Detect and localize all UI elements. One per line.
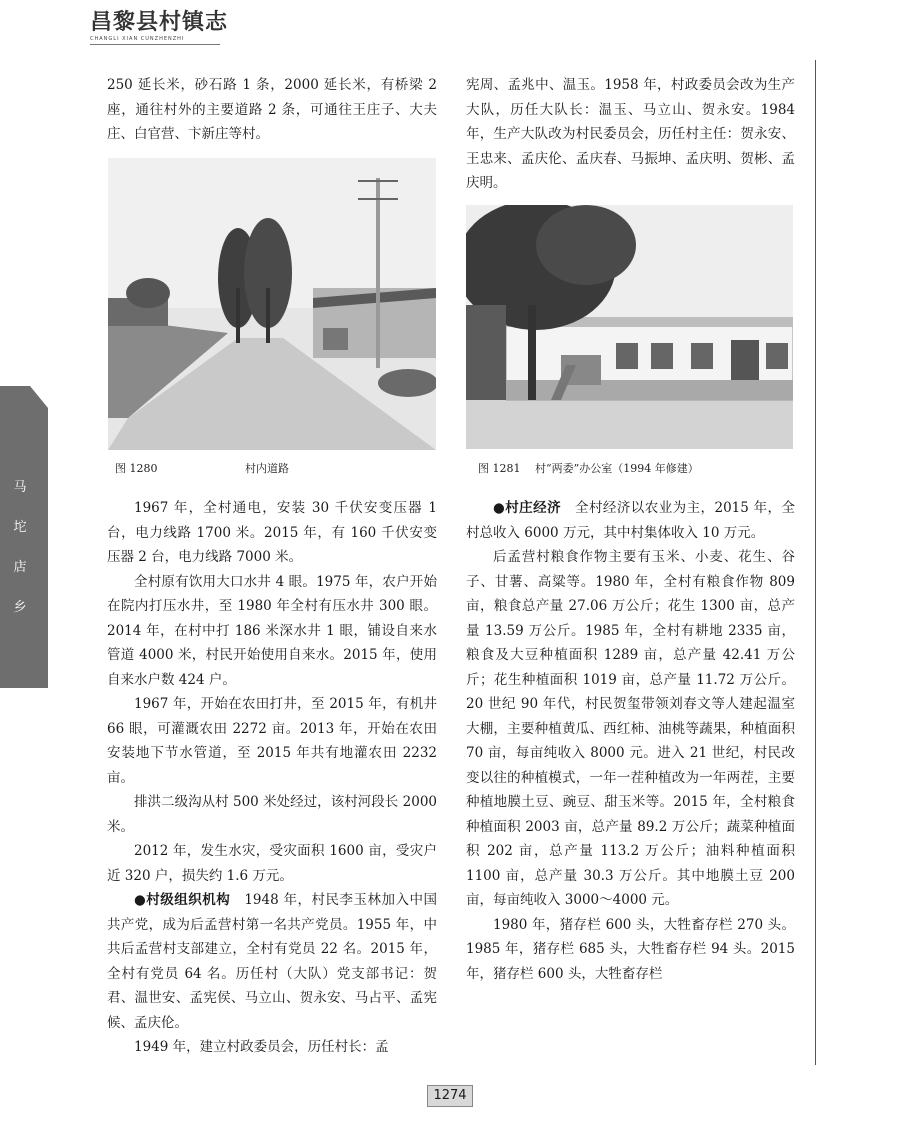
photo-caption-text: 村内道路 bbox=[245, 462, 289, 475]
paragraph: 1967 年，全村通电，安装 30 千伏安变压器 1 台，电力线路 1700 米。2015 年，有 160 千伏安变压器 2 台，电力线路 7000 米。 bbox=[107, 500, 437, 565]
book-title: 昌黎县村镇志 bbox=[90, 10, 229, 35]
side-tab-char: 店 bbox=[13, 560, 27, 575]
side-tab-char: 马 bbox=[13, 480, 27, 495]
org-text: 1948 年，村民李玉林加入中国共产党，成为后孟营村第一名共产党员。1955 年，中共后孟营村支部建立，全村有党员 22 名。2015 年，全村有党员 64 名。历任村（大队）党支部书记：贺君、温世安、孟宪侯、马立山、贺永安、马占平、孟宪候、孟庆伦。 bbox=[107, 892, 438, 1031]
econ-text: 全村经济以农业为主，2015 年，全村总收入 6000 万元，其中村集体收入 10 万元。 bbox=[466, 500, 796, 541]
left-column-body bbox=[107, 496, 437, 1060]
paragraph-econ bbox=[466, 496, 795, 545]
paragraph: 排洪二级沟从村 500 米处经过，该村河段长 2000 米。 bbox=[107, 794, 437, 835]
right-column-body bbox=[466, 496, 795, 986]
paragraph: 宪周、孟兆中、温玉。1958 年，村政委员会改为生产大队，历任大队长：温玉、马立山、贺永安。1984 年，生产大队改为村民委员会，历任村主任：贺永安、王忠来、孟庆伦、孟庆春、马振坤、孟庆明、贺彬、孟庆明。 bbox=[466, 77, 795, 191]
right-column-top bbox=[466, 73, 795, 196]
paragraph: 1980 年，猪存栏 600 头，大牲畜存栏 270 头。1985 年，猪存栏 685 头，大牲畜存栏 94 头。2015 年，猪存栏 600 头，大牲畜存栏 bbox=[466, 916, 795, 982]
column-rule bbox=[815, 60, 816, 1065]
paragraph: 全村原有饮用大口水井 4 眼。1975 年，农户开始在院内打压水井，至 1980 年全村有压水井 300 眼。2014 年，在村中打 186 米深水井 1 眼，铺设自来水管道 4000 米，村民开始使用自来水。2015 年，使用自来水户数 424 户。 bbox=[107, 573, 437, 688]
section-heading-org: ●村级组织机构 bbox=[134, 892, 231, 908]
book-title-pinyin: CHANGLI XIAN CUNZHENZHI bbox=[90, 36, 185, 42]
left-column-top bbox=[107, 73, 437, 147]
header-rule bbox=[90, 44, 220, 45]
photo-caption: 图 1281 村“两委”办公室（1994 年修建） bbox=[478, 462, 699, 475]
side-tab-char: 乡 bbox=[13, 600, 27, 615]
paragraph: 250 延长米，砂石路 1 条，2000 延长米，有桥梁 2 座，通往村外的主要道路 2 条，可通往王庄子、大夫庄、白官营、卞新庄等村。 bbox=[107, 77, 437, 142]
paragraph: 后孟营村粮食作物主要有玉米、小麦、花生、谷子、甘薯、高粱等。1980 年，全村有粮食作物 809 亩，粮食总产量 27.06 万公斤；花生 1300 亩，总产量 13.59 万公斤。1985 年，全村有耕地 2335 亩，粮食及大豆种植面积 1289 亩，总产量 42.41 万公斤；花生种植面积 1019 亩，总产量 11.72 万公斤。20 世纪 90 年代，村民贺玺带领刘春文等人建起温室大棚，主要种植黄瓜、西红柿、油桃等蔬果，种植面积 70 亩，每亩纯收入 8000 元。进入 21 世纪，村民改变以往的种植模式，一年一茬种植改为一年两茬，主要种植地膜土豆、豌豆、甜玉米等。2015 年，全村粮食种植面积 2003 亩，总产量 89.2 万公斤；蔬菜种植面积 202 亩，总产量 113.2 万公斤；油料种植面积 1100 亩，总产量 30.3 万公斤。其中地膜土豆 200 亩，每亩纯收入 3000～4000 元。 bbox=[466, 549, 795, 908]
page-number: 1274 bbox=[427, 1085, 473, 1107]
book-header bbox=[90, 10, 228, 42]
section-heading-economy: ●村庄经济 bbox=[493, 500, 562, 516]
village-road-image bbox=[108, 158, 436, 450]
chapter-side-tab bbox=[0, 386, 48, 688]
side-tab-shape bbox=[0, 386, 48, 688]
village-office-photo bbox=[466, 205, 793, 449]
village-office-image bbox=[466, 205, 793, 449]
paragraph-org bbox=[107, 888, 437, 1035]
paragraph: 1967 年，开始在农田打井，至 2015 年，有机井 66 眼，可灌溉农田 2272 亩。2013 年，开始在农田安装地下节水管道，至 2015 年共有地灌农田 2232 亩。 bbox=[107, 696, 437, 786]
paragraph: 2012 年，发生水灾，受灾面积 1600 亩，受灾户近 320 户，损失约 1.6 万元。 bbox=[107, 843, 437, 884]
paragraph: 1949 年，建立村政委员会，历任村长：孟 bbox=[134, 1039, 389, 1055]
photo-caption-number: 图 1280 bbox=[115, 462, 158, 475]
side-tab-char: 坨 bbox=[13, 520, 27, 535]
village-road-photo bbox=[108, 158, 436, 450]
